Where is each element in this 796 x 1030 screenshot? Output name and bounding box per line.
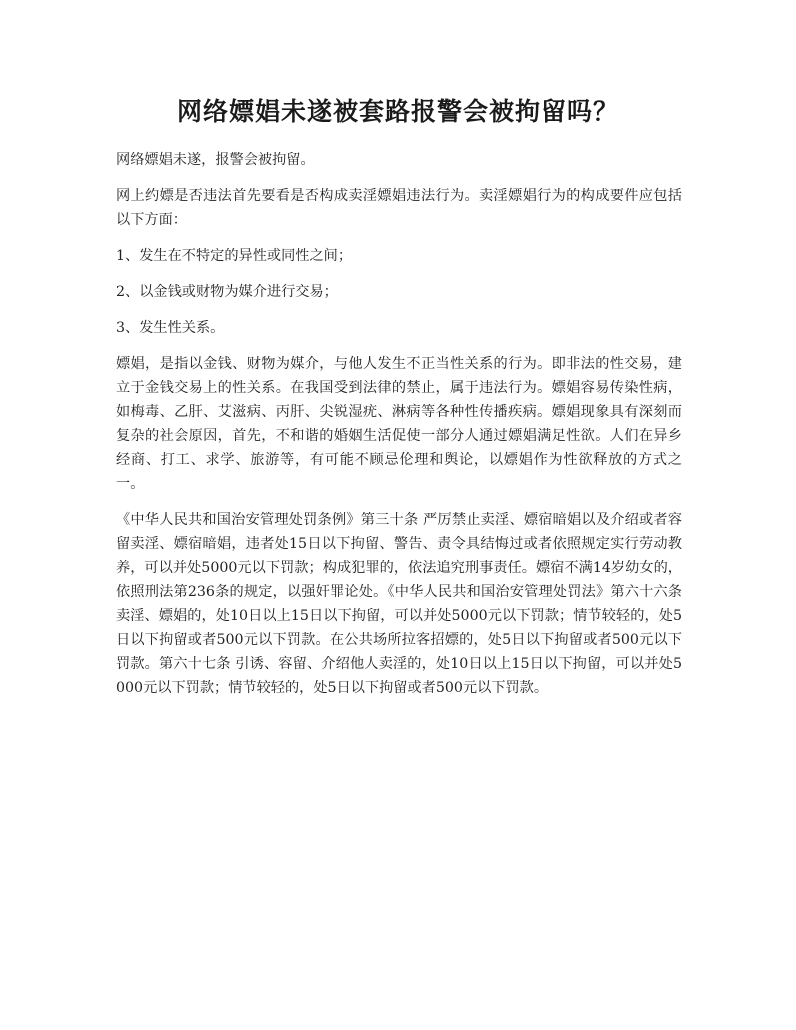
page-title: 网络嫖娼未遂被套路报警会被拘留吗？ <box>176 97 619 126</box>
paragraph-elements: 网上约嫖是否违法首先要看是否构成卖淫嫖娼违法行为。卖淫嫖娼行为的构成要件应包括以下方面： <box>116 188 682 228</box>
list-item-1: 1、发生在不特定的异性或同性之间； <box>116 248 353 264</box>
paragraph-intro: 网络嫖娼未遂，报警会被拘留。 <box>116 152 315 168</box>
paragraph-law: 《中华人民共和国治安管理处罚条例》第三十条 严厉禁止卖淫、嫖宿暗娼以及介绍或者容留卖淫、嫖宿暗娼，违者处15日以下拘留、警告、责令具结悔过或者依照规定实行劳动教养，可以并处5000元以下罚款；构成犯罪的，依法追究刑事责任。嫖宿不满14岁幼女的，依照刑法第236条的规定，以强奸罪论处。《中华人民共和国治安管理处罚法》第六十六条 卖淫、嫖娼的，处10日以上15日以下拘留，可以并处5000元以下罚款；情节较轻的，处5日以下拘留或者500元以下罚款。在公共场所拉客招嫖的，处5日以下拘留或者500元以下罚款。第六十七条 引诱、容留、介绍他人卖淫的，处10日以上15日以下拘留，可以并处5000元以下罚款；情节较轻的，处5日以下拘留或者500元以下罚款。 <box>116 512 682 696</box>
list-item-3: 3、发生性关系。 <box>116 320 225 336</box>
document-body <box>116 148 682 712</box>
paragraph-definition: 嫖娼，是指以金钱、财物为媒介，与他人发生不正当性关系的行为。即非法的性交易，建立于金钱交易上的性关系。在我国受到法律的禁止，属于违法行为。嫖娼容易传染性病，如梅毒、乙肝、艾滋病、丙肝、尖锐湿疣、淋病等各种性传播疾病。嫖娼现象具有深刻而复杂的社会原因，首先，不和谐的婚姻生活促使一部分人通过嫖娼满足性欲。人们在异乡经商、打工、求学、旅游等，有可能不顾忌伦理和舆论，以嫖娼作为性欲释放的方式之一。 <box>116 356 682 492</box>
list-item-2: 2、以金钱或财物为媒介进行交易； <box>116 284 338 300</box>
